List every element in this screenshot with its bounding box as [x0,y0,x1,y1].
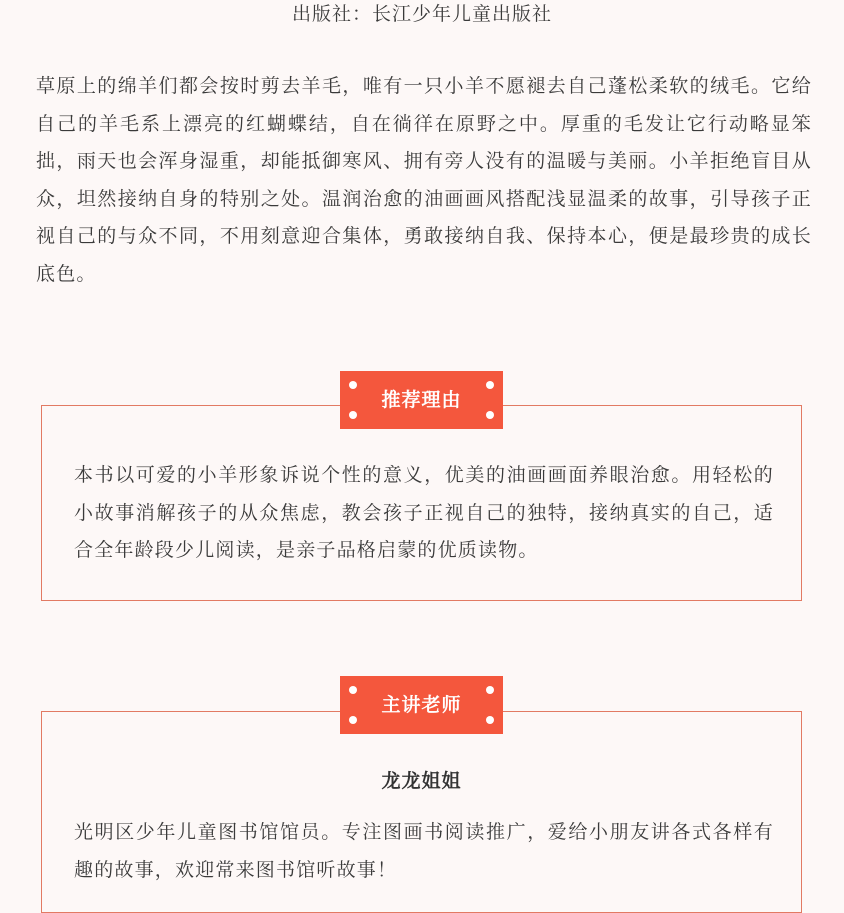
recommend-card [41,405,802,601]
book-introduction: 草原上的绵羊们都会按时剪去羊毛，唯有一只小羊不愿褪去自己蓬松柔软的绒毛。它给自己的羊毛系上漂亮的红蝴蝶结，自在徜徉在原野之中。厚重的毛发让它行动略显笨拙，雨天也会浑身湿重，却能抵御寒风、拥有旁人没有的温暖与美丽。小羊拒绝盲目从众，坦然接纳自身的特别之处。温润治愈的油画画风搭配浅显温柔的故事，引导孩子正视自己的与众不同，不用刻意迎合集体，勇敢接纳自我、保持本心，便是最珍贵的成长底色。 [36,75,812,285]
decor-dot [486,686,494,694]
teacher-card [41,711,802,913]
teacher-tag-label: 主讲老师 [381,694,462,716]
recommend-section-tag [340,371,503,429]
recommend-text: 本书以可爱的小羊形象诉说个性的意义，优美的油画画面养眼治愈。用轻松的小故事消解孩子的从众焦虑，教会孩子正视自己的独特，接纳真实的自己，适合全年龄段少儿阅读，是亲子品格启蒙的优质读物。 [74,464,774,561]
decor-dot [486,411,494,419]
decor-dot [349,381,357,389]
decor-dot [349,716,357,724]
decor-dot [486,381,494,389]
teacher-name: 龙龙姐姐 [381,770,462,792]
teacher-section-tag [340,676,503,734]
teacher-bio: 光明区少年儿童图书馆馆员。专注图画书阅读推广，爱给小朋友讲各式各样有趣的故事，欢迎常来图书馆听故事！ [74,821,774,881]
decor-dot [349,686,357,694]
decor-dot [486,716,494,724]
publisher-line: 出版社：长江少年儿童出版社 [291,3,552,25]
recommend-tag-label: 推荐理由 [381,389,462,411]
decor-dot [349,411,357,419]
